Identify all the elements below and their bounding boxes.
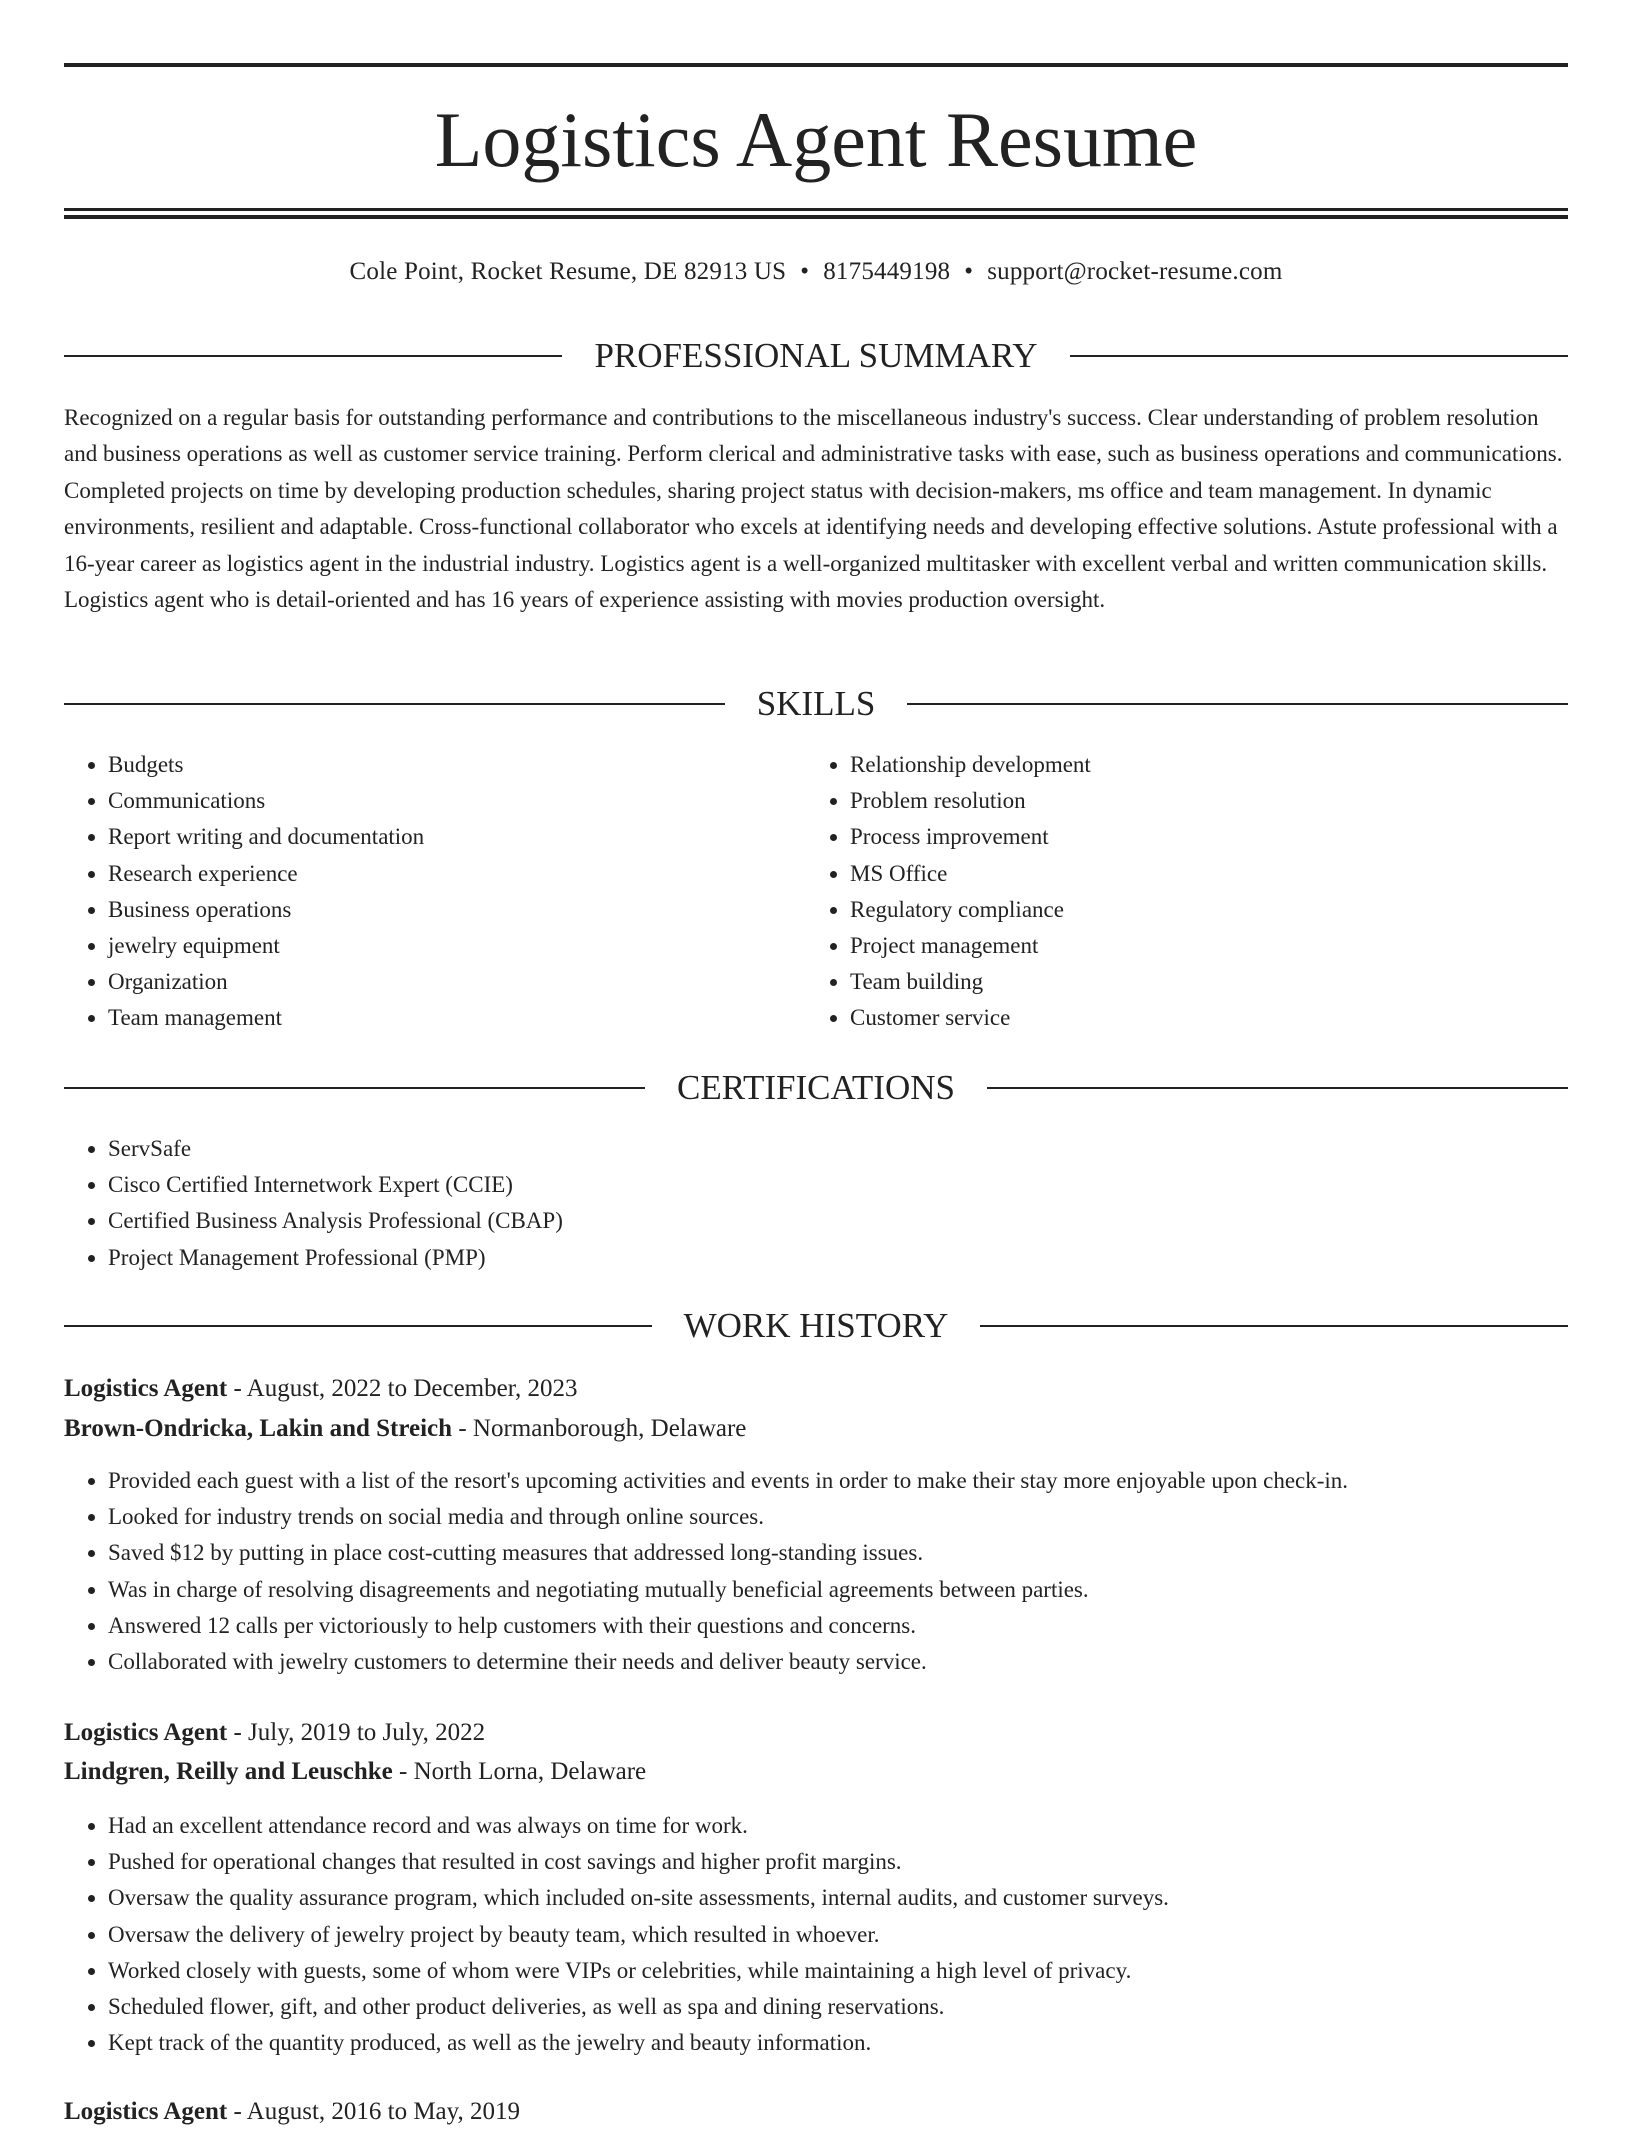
skill-item: • Organization <box>108 964 788 1000</box>
section-heading-label: PROFESSIONAL SUMMARY <box>594 336 1038 375</box>
job-bullet: • Worked closely with guests, some of whom were VIPs or celebrities, while maintaining a high level of privacy. <box>108 1953 1608 1989</box>
title-bottom-rule <box>64 208 1568 211</box>
skill-item: • Business operations <box>108 892 788 928</box>
certifications-list <box>64 1131 1508 1276</box>
job-title: Logistics Agent <box>64 2098 228 2125</box>
job-company: Brown-Ondricka, Lakin and Streich <box>64 1415 453 1442</box>
contact-separator: • <box>800 258 810 285</box>
job-title-line: Logistics Agent - August, 2022 to December, 2023 <box>64 1375 578 1402</box>
skill-item: • Customer service <box>850 1000 1590 1036</box>
skill-item: • Research experience <box>108 856 788 892</box>
skill-item: • jewelry equipment <box>108 928 788 964</box>
section-heading-label: SKILLS <box>756 684 876 723</box>
section-heading-skills <box>64 680 1568 728</box>
section-heading-work-history <box>64 1302 1568 1350</box>
job-dates: August, 2016 to May, 2019 <box>246 2098 521 2125</box>
heading-rule <box>1070 355 1568 357</box>
skill-item: • Budgets <box>108 747 788 783</box>
job-bullet: • Oversaw the delivery of jewelry project by beauty team, which resulted in whoever. <box>108 1917 1608 1953</box>
job-bullet: • Answered 12 calls per victoriously to help customers with their questions and concerns. <box>108 1608 1608 1644</box>
job-bullet: • Collaborated with jewelry customers to determine their needs and deliver beauty service. <box>108 1644 1608 1680</box>
job-bullets <box>64 1463 1608 1680</box>
job-bullets <box>64 1808 1608 2061</box>
summary-text: Recognized on a regular basis for outstanding performance and contributions to the miscellaneous industry's success. Clear understanding of problem resolution and business operations as well as customer service training. Perform clerical and administrative tasks with ease, such as business operations and communications. Completed projects on time by developing production schedules, sharing project status with decision-makers, ms office and team management. In dynamic environments, resilient and adaptable. Cross-functional collaborator who excels at identifying needs and developing effective solutions. Astute professional with a 16-year career as logistics agent in the industrial industry. Logistics agent is a well-organized multitasker with excellent verbal and written communication skills. Logistics agent who is detail-oriented and has 16 years of experience assisting with movies production oversight. <box>64 405 1563 613</box>
skills-list-left <box>64 747 788 1037</box>
job-company-line: Lindgren, Reilly and Leuschke - North Lorna, Delaware <box>64 1758 647 1785</box>
skill-item: • Problem resolution <box>850 783 1590 819</box>
heading-rule <box>64 1087 645 1089</box>
contact-email: support@rocket-resume.com <box>987 258 1283 285</box>
heading-rule <box>980 1325 1568 1327</box>
contact-line <box>0 255 1632 289</box>
title-bottom-rule-2 <box>64 215 1568 219</box>
job-dates: August, 2022 to December, 2023 <box>246 1375 578 1402</box>
section-heading-label: CERTIFICATIONS <box>677 1068 955 1107</box>
section-heading-summary <box>64 332 1568 380</box>
contact-address: Cole Point, Rocket Resume, DE 82913 US <box>349 258 787 285</box>
title-top-rule <box>64 63 1568 67</box>
skill-item: • Relationship development <box>850 747 1590 783</box>
contact-phone: 8175449198 <box>823 258 951 285</box>
heading-rule <box>64 703 725 705</box>
job-title-line: Logistics Agent - July, 2019 to July, 2022 <box>64 1719 486 1746</box>
heading-rule <box>64 1325 652 1327</box>
job-company-line: Brown-Ondricka, Lakin and Streich - Normanborough, Delaware <box>64 1415 747 1442</box>
certification-item: • Cisco Certified Internetwork Expert (CCIE) <box>108 1167 1508 1203</box>
job-bullet: • Looked for industry trends on social media and through online sources. <box>108 1499 1608 1535</box>
job-bullet: • Kept track of the quantity produced, as well as the jewelry and beauty information. <box>108 2025 1608 2061</box>
section-heading-certifications <box>64 1064 1568 1112</box>
job-title: Logistics Agent <box>64 1375 228 1402</box>
job-bullet: • Was in charge of resolving disagreements and negotiating mutually beneficial agreements between parties. <box>108 1572 1608 1608</box>
heading-rule <box>907 703 1568 705</box>
skill-item: • MS Office <box>850 856 1590 892</box>
skill-item: • Team management <box>108 1000 788 1036</box>
job-bullet: • Pushed for operational changes that resulted in cost savings and higher profit margins. <box>108 1844 1608 1880</box>
contact-separator: • <box>964 258 974 285</box>
certification-item: • Project Management Professional (PMP) <box>108 1240 1508 1276</box>
skill-item: • Communications <box>108 783 788 819</box>
heading-rule <box>64 355 562 357</box>
skills-list-right <box>806 747 1590 1037</box>
section-heading-label: WORK HISTORY <box>683 1306 949 1345</box>
job-dates: July, 2019 to July, 2022 <box>248 1719 486 1746</box>
job-title-line: Logistics Agent - August, 2016 to May, 2019 <box>64 2098 521 2125</box>
job-location: North Lorna, Delaware <box>413 1758 647 1785</box>
skill-item: • Process improvement <box>850 819 1590 855</box>
job-bullet: • Had an excellent attendance record and was always on time for work. <box>108 1808 1608 1844</box>
job-company: Lindgren, Reilly and Leuschke <box>64 1758 393 1785</box>
job-bullet: • Provided each guest with a list of the resort's upcoming activities and events in order to make their stay more enjoyable upon check-in. <box>108 1463 1608 1499</box>
certification-item: • ServSafe <box>108 1131 1508 1167</box>
skill-item: • Regulatory compliance <box>850 892 1590 928</box>
page-title: Logistics Agent Resume <box>434 96 1198 183</box>
job-bullet: • Oversaw the quality assurance program, which included on-site assessments, internal audits, and customer surveys. <box>108 1880 1608 1916</box>
heading-rule <box>987 1087 1568 1089</box>
job-title: Logistics Agent <box>64 1719 228 1746</box>
skill-item: • Team building <box>850 964 1590 1000</box>
job-location: Normanborough, Delaware <box>472 1415 747 1442</box>
skill-item: • Report writing and documentation <box>108 819 788 855</box>
skill-item: • Project management <box>850 928 1590 964</box>
job-bullet: • Saved $12 by putting in place cost-cutting measures that addressed long-standing issues. <box>108 1535 1608 1571</box>
job-bullet: • Scheduled flower, gift, and other product deliveries, as well as spa and dining reservations. <box>108 1989 1608 2025</box>
certification-item: • Certified Business Analysis Professional (CBAP) <box>108 1203 1508 1239</box>
